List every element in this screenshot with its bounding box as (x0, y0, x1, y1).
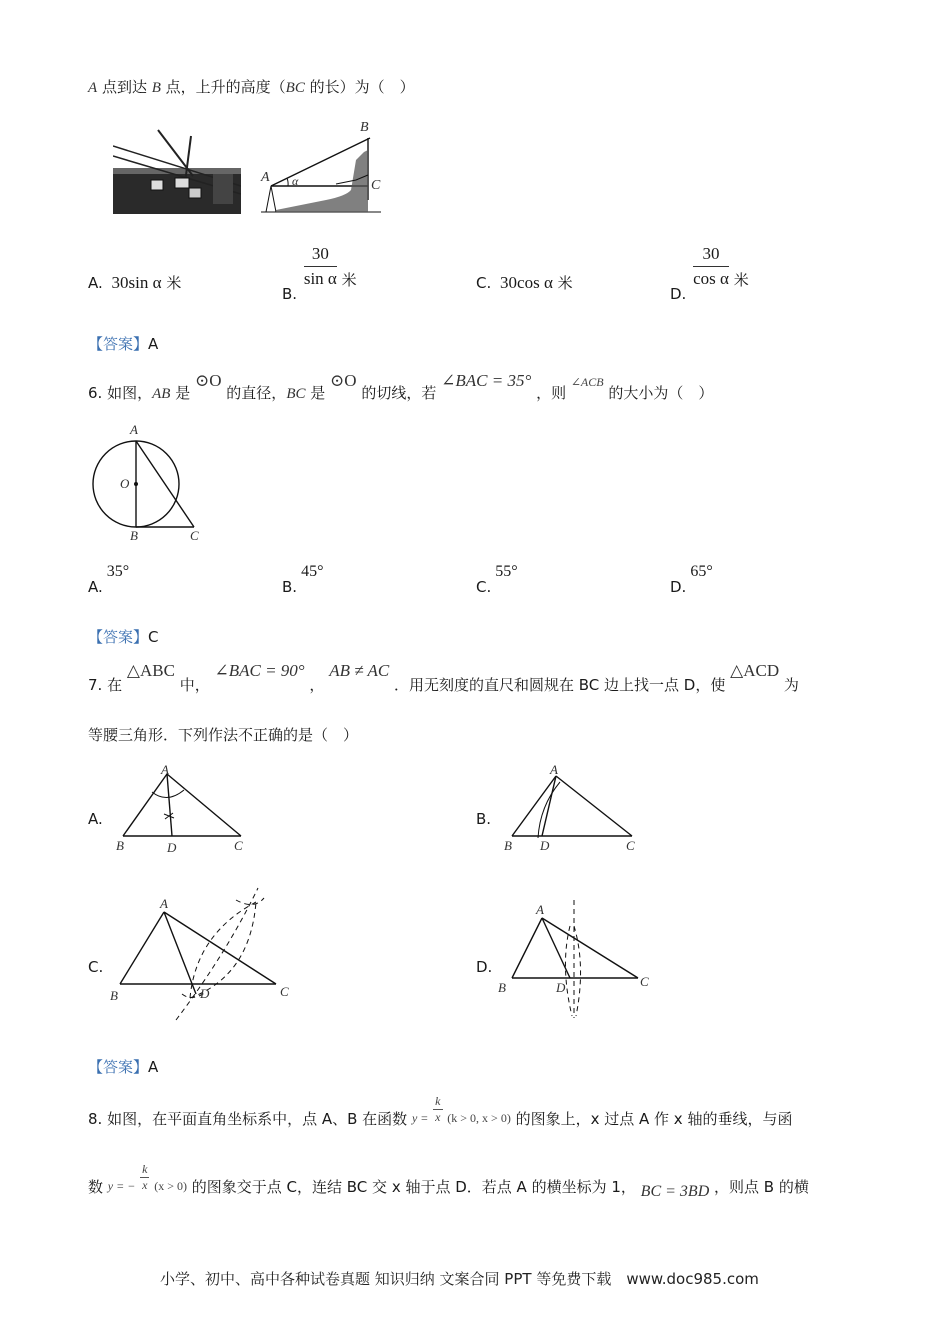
q6-answer: 【答案】C (88, 628, 159, 646)
page-footer: 小学、初中、高中各种试卷真题 知识归纳 文案合同 PPT 等免费下载 www.doc985.com (160, 1270, 759, 1288)
q6-label-b: B (130, 528, 138, 543)
q5-label-b: B (360, 120, 369, 135)
q6-option-b[interactable]: B.45° (282, 563, 324, 596)
q5-cable-car-photo (113, 128, 241, 214)
q7-diagram-a: A B D C (116, 762, 243, 855)
q6-option-a[interactable]: A.35° (88, 563, 130, 596)
q7-option-c[interactable]: C. (88, 958, 104, 976)
q7-diagram-d: A B D C (494, 896, 660, 1020)
q6-label-c: C (190, 528, 199, 543)
q7-answer: 【答案】A (88, 1058, 159, 1076)
q7-option-b[interactable]: B. (476, 810, 492, 828)
q5-diagram (256, 120, 386, 216)
q6-label-a: A (130, 422, 138, 437)
q5-stem: A 点到达 B 点，上升的高度（BC 的长）为（ ） (88, 78, 415, 96)
q5-option-c[interactable]: C. 30cos α 米 (476, 273, 573, 292)
q6-label-o: O (120, 476, 130, 491)
q5-label-alpha: α (292, 174, 299, 188)
q5-answer: 【答案】A (88, 335, 159, 353)
q5-option-b[interactable]: B. $\frac{30}{\text{sin α}}$ 米 (282, 244, 357, 303)
q7-option-d[interactable]: D. (476, 958, 493, 976)
q6-stem: 6. 如图，AB 是 ⊙O 的直径，BC 是 ⊙O 的切线，若 ∠BAC = 35° ，则 ∠ACB 的大小为（ ） (88, 371, 714, 402)
q8-stem-line1: 8. 如图，在平面直角坐标系中，点 A、B 在函数 $_{y =}$ $\frac{k}{x}$ $_{(k > 0, x > 0)}$ 的图象上，x 过点 A 作 x 轴的垂线，与函 (88, 1094, 793, 1128)
q6-option-d[interactable]: D.65° (670, 563, 713, 596)
q5-option-d[interactable]: D. $\frac{30}{\text{cos α}}$ 米 (670, 244, 749, 303)
q5-label-c: C (371, 178, 381, 193)
q5-option-a[interactable]: A. 30sin α 米 (88, 273, 182, 292)
q7-option-a[interactable]: A. (88, 810, 103, 828)
q5-label-a: A (261, 170, 270, 185)
q6-diagram (88, 420, 208, 545)
q8-stem-line2: 数 $_{y = -}$ $\frac{k}{x}$ $_{(x > 0)}$ 的图象交于点 C，连结 BC 交 x 轴于点 D．若点 A 的横坐标为 1， BC = 3BD ，则点 B 的横 (88, 1162, 809, 1200)
q6-option-c[interactable]: C.55° (476, 563, 518, 596)
q7-diagram-c: A B D C (106, 884, 296, 1022)
q7-stem-line2: 等腰三角形．下列作法不正确的是（ ） (88, 726, 359, 744)
q7-diagram-b: A B D C (504, 762, 635, 853)
q7-stem: 7. 在 △ABC 中， ∠BAC = 90° ， AB ≠ AC ．用无刻度的直尺和圆规在 BC 边上找一点 D，使 △ACD 为 (88, 661, 799, 694)
